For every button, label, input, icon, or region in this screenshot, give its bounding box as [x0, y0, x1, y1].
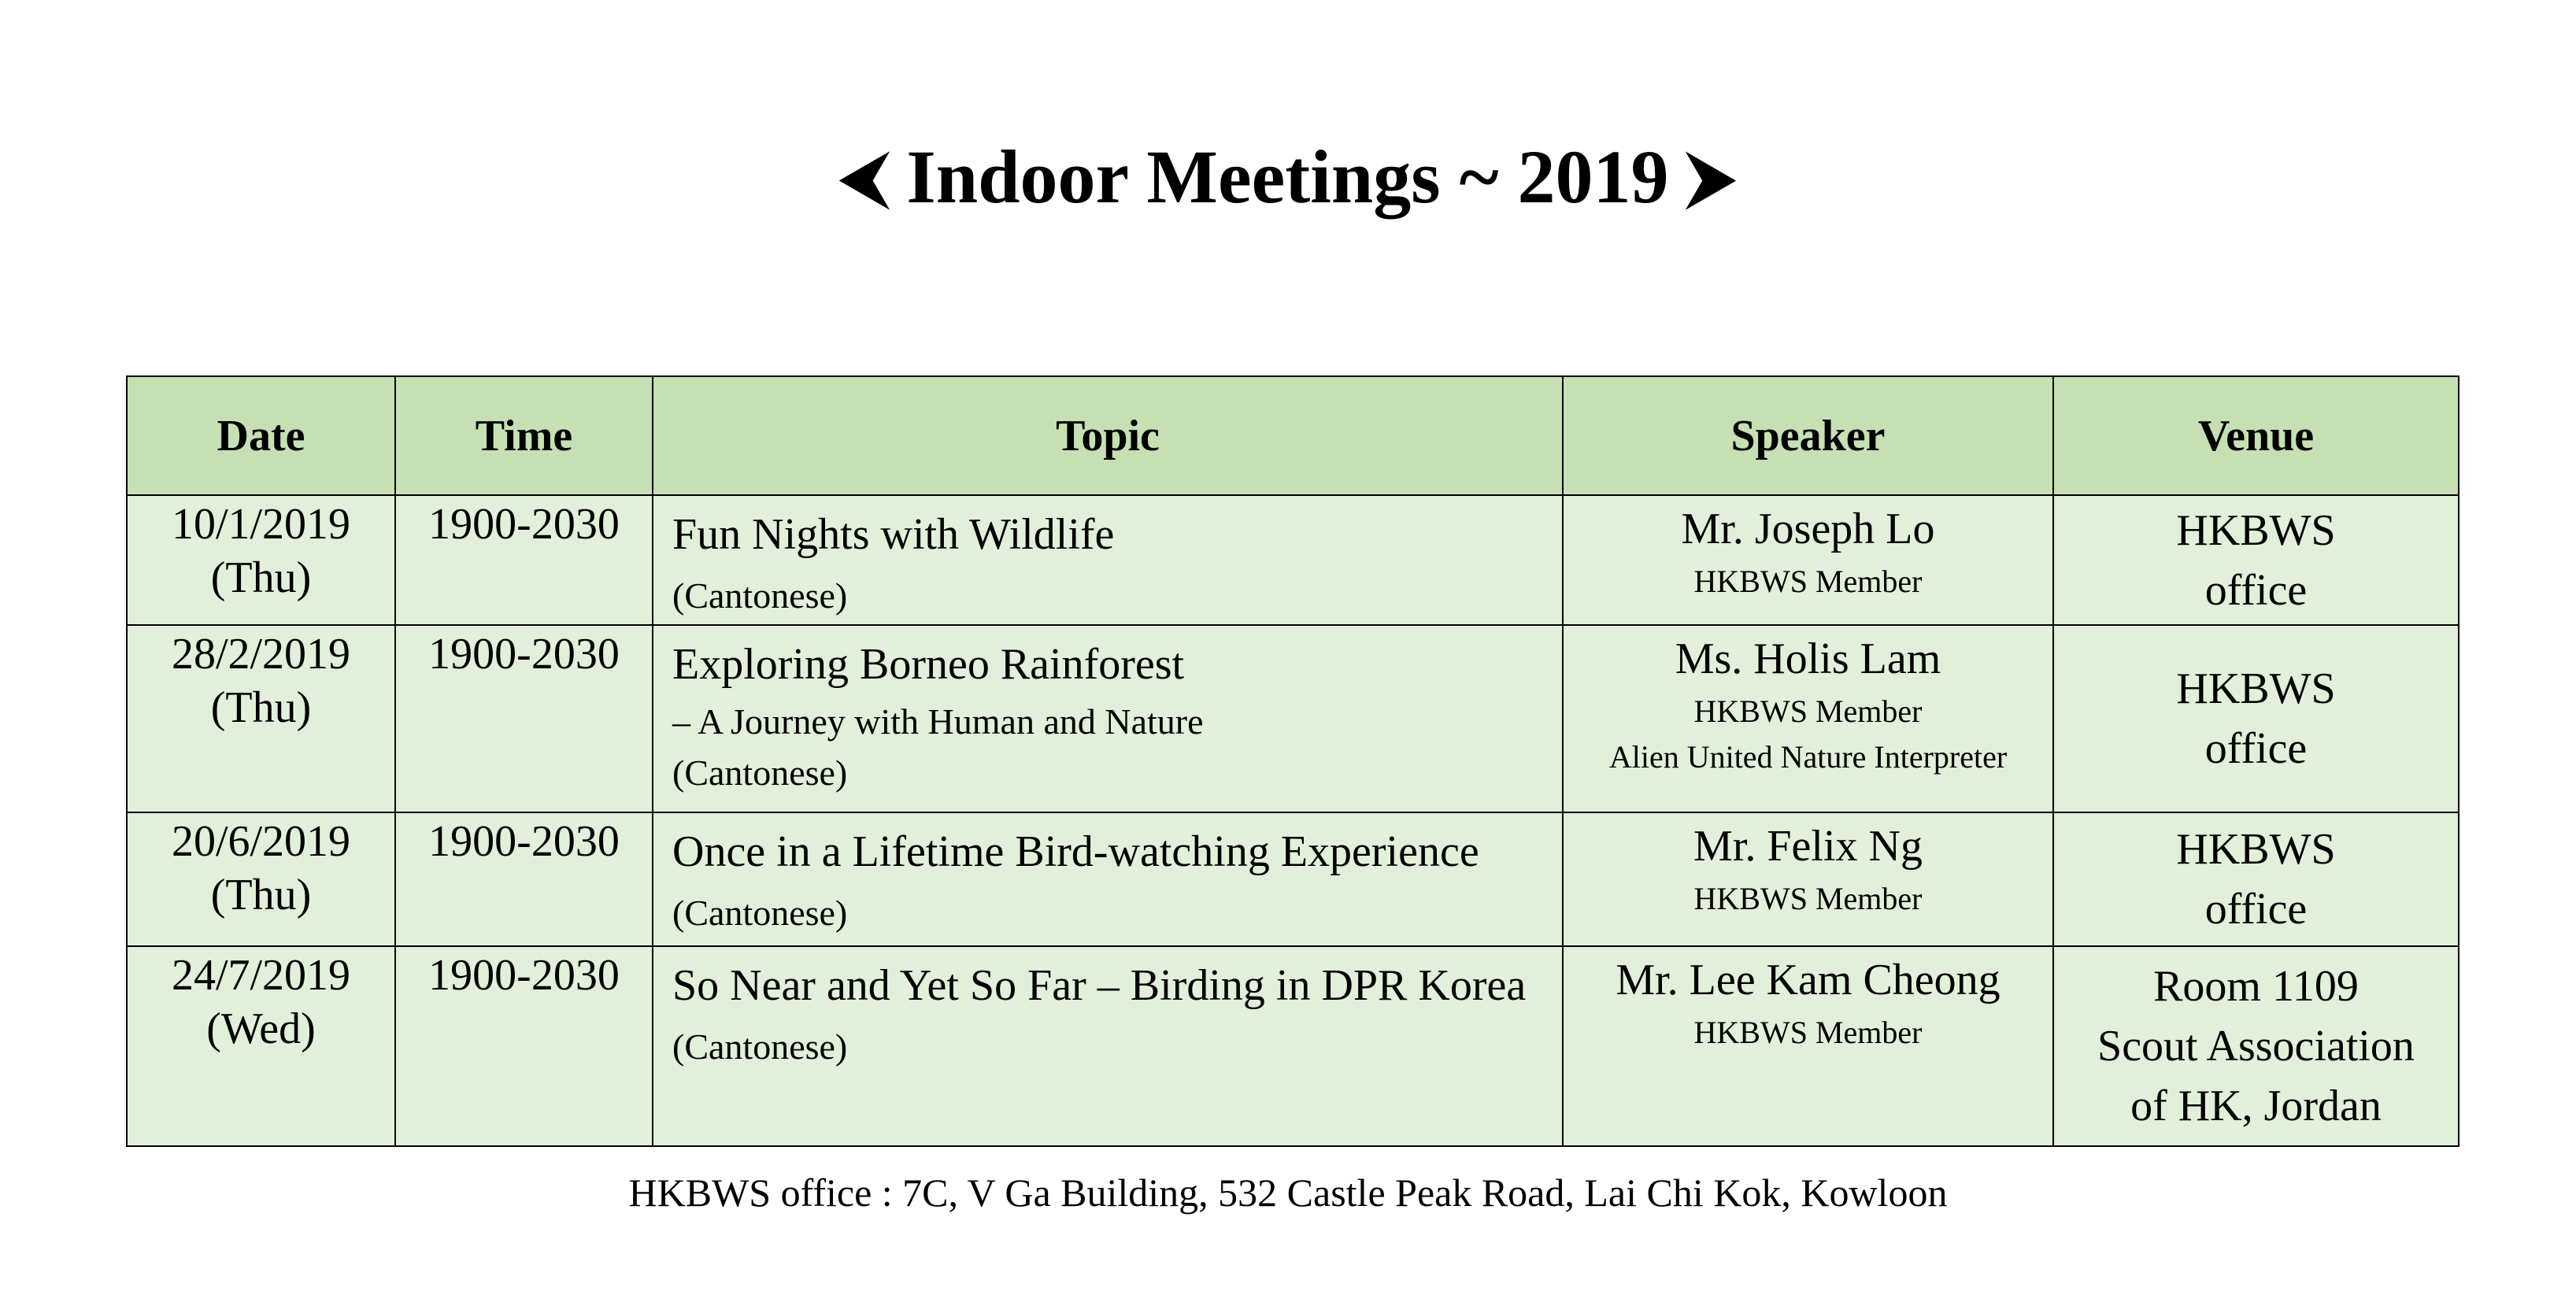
topic-cell	[653, 625, 1563, 812]
time-value: 1900-2030	[428, 951, 620, 1000]
speaker-role: HKBWS Member	[1693, 694, 1923, 729]
time-cell	[395, 812, 653, 946]
table-header-row	[127, 376, 2459, 495]
page-title	[0, 126, 2576, 229]
topic-subtitle: – A Journey with Human and Nature	[672, 701, 1204, 742]
venue-line: of HK, Jordan	[2130, 1082, 2382, 1130]
date-cell	[127, 946, 395, 1146]
page-title-text: Indoor Meetings ~ 2019	[906, 135, 1669, 219]
header-topic: Topic	[653, 376, 1563, 495]
topic-title: So Near and Yet So Far – Birding in DPR Korea	[672, 961, 1527, 1010]
venue-line: HKBWS	[2176, 825, 2336, 874]
date-cell	[127, 625, 395, 812]
topic-cell	[653, 495, 1563, 625]
left-arrowhead-icon: ⮜	[840, 141, 888, 214]
speaker-name: Ms. Holis Lam	[1675, 634, 1941, 683]
header-speaker: Speaker	[1563, 376, 2053, 495]
topic-language: (Cantonese)	[672, 1026, 848, 1067]
topic-title: Fun Nights with Wildlife	[672, 510, 1115, 559]
right-arrowhead-icon: ⮞	[1687, 141, 1736, 214]
venue-cell	[2053, 946, 2459, 1146]
date-value: 20/6/2019	[171, 817, 351, 866]
topic-cell	[653, 946, 1563, 1146]
topic-language: (Cantonese)	[672, 575, 848, 616]
time-value: 1900-2030	[428, 500, 620, 549]
day-value: (Thu)	[210, 683, 312, 732]
date-cell	[127, 812, 395, 946]
day-value: (Wed)	[206, 1004, 316, 1053]
time-value: 1900-2030	[428, 630, 620, 679]
header-venue: Venue	[2053, 376, 2459, 495]
office-address-note: HKBWS office : 7C, V Ga Building, 532 Castle Peak Road, Lai Chi Kok, Kowloon	[628, 1171, 1948, 1215]
speaker-role: Alien United Nature Interpreter	[1608, 739, 2008, 775]
venue-line: office	[2204, 565, 2308, 615]
time-cell	[395, 625, 653, 812]
topic-cell	[653, 812, 1563, 946]
venue-line: office	[2204, 724, 2308, 773]
day-value: (Thu)	[210, 553, 312, 602]
meetings-table	[126, 375, 2459, 1147]
day-value: (Thu)	[210, 871, 312, 919]
date-value: 24/7/2019	[171, 951, 351, 1000]
table-row	[127, 812, 2459, 946]
date-value: 10/1/2019	[171, 500, 351, 549]
venue-line: HKBWS	[2176, 505, 2336, 555]
topic-title: Exploring Borneo Rainforest	[672, 640, 1185, 689]
venue-line: HKBWS	[2176, 664, 2336, 713]
header-time: Time	[395, 376, 653, 495]
topic-title: Once in a Lifetime Bird-watching Experience	[672, 827, 1479, 876]
speaker-cell	[1563, 812, 2053, 946]
speaker-role: HKBWS Member	[1693, 564, 1923, 599]
venue-cell	[2053, 495, 2459, 625]
topic-language: (Cantonese)	[672, 893, 848, 933]
date-value: 28/2/2019	[171, 630, 351, 679]
time-value: 1900-2030	[428, 817, 620, 866]
venue-cell	[2053, 625, 2459, 812]
table-row	[127, 946, 2459, 1146]
speaker-name: Mr. Lee Kam Cheong	[1616, 956, 2000, 1004]
speaker-name: Mr. Joseph Lo	[1681, 505, 1935, 553]
speaker-cell	[1563, 625, 2053, 812]
speaker-name: Mr. Felix Ng	[1693, 822, 1923, 871]
speaker-role: HKBWS Member	[1693, 1015, 1923, 1050]
speaker-role: HKBWS Member	[1693, 881, 1923, 916]
venue-line: Room 1109	[2153, 962, 2359, 1011]
speaker-cell	[1563, 495, 2053, 625]
topic-language: (Cantonese)	[672, 753, 848, 793]
date-cell	[127, 495, 395, 625]
speaker-cell	[1563, 946, 2053, 1146]
header-date: Date	[127, 376, 395, 495]
venue-line: office	[2204, 885, 2308, 934]
venue-cell	[2053, 812, 2459, 946]
table-row	[127, 625, 2459, 812]
time-cell	[395, 495, 653, 625]
venue-line: Scout Association	[2097, 1022, 2415, 1071]
time-cell	[395, 946, 653, 1146]
table-row	[127, 495, 2459, 625]
